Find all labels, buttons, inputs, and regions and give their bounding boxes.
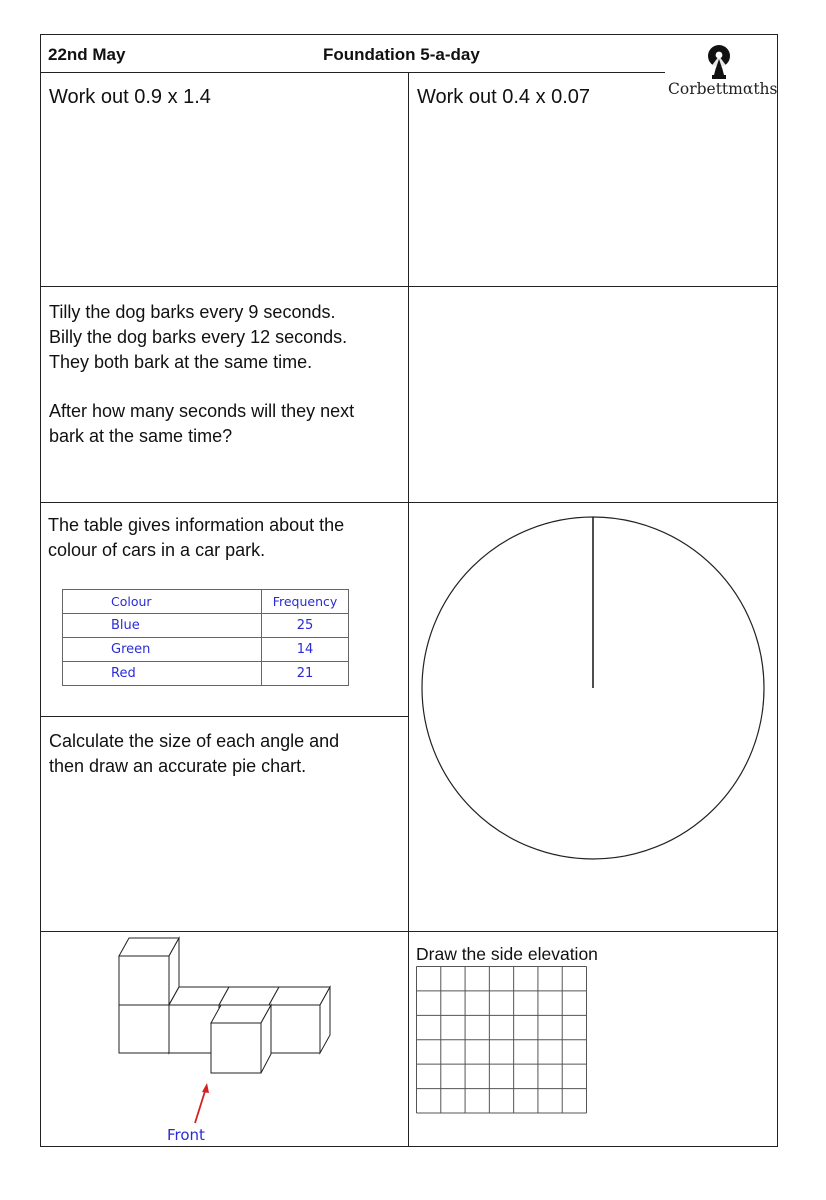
colour-cell: Green (63, 638, 262, 662)
question-3-line: Billy the dog barks every 12 seconds. (49, 327, 348, 347)
frequency-cell: 21 (262, 662, 349, 686)
question-5-prompt: Draw the side elevation (416, 944, 598, 964)
pie-chart-template (410, 504, 770, 864)
question-3-line: They both bark at the same time. (49, 352, 313, 372)
question-1: Work out 0.9 x 1.4 (49, 86, 211, 108)
brand-name: Corbettmαths (668, 80, 778, 98)
question-4-instruction-line: then draw an accurate pie chart. (49, 756, 307, 776)
date-label: 22nd May (48, 45, 126, 64)
cube-front-face (211, 1023, 261, 1073)
cube-front-face (119, 1005, 169, 1053)
question-4-intro-line: colour of cars in a car park. (48, 540, 266, 560)
frame-top (40, 34, 778, 35)
table-row (63, 662, 349, 686)
question-4-instructions (49, 729, 339, 779)
colour-header: Colour (63, 590, 262, 614)
table-header-row (63, 590, 349, 614)
question-3-line: bark at the same time? (49, 426, 233, 446)
question-3-line: Tilly the dog barks every 9 seconds. (49, 302, 336, 322)
cube-top-face (269, 987, 330, 1005)
table-row (63, 638, 349, 662)
corbettmaths-logo-icon (703, 42, 735, 82)
table-row (63, 614, 349, 638)
frequency-cell: 14 (262, 638, 349, 662)
frame-right (777, 34, 778, 1147)
header-underline (40, 72, 665, 73)
frequency-table (62, 589, 349, 686)
front-label: Front (167, 1126, 205, 1144)
question-3 (49, 300, 354, 449)
question-2: Work out 0.4 x 0.07 (417, 86, 591, 108)
cube-front-face (119, 956, 169, 1005)
colour-cell: Red (63, 662, 262, 686)
frequency-cell: 25 (262, 614, 349, 638)
isometric-cubes (110, 930, 350, 1080)
colour-cell: Blue (63, 614, 262, 638)
table-cell-bottom (40, 716, 409, 717)
frame-left (40, 34, 41, 1147)
question-3-line: After how many seconds will they next (49, 401, 355, 421)
cube-front-face (269, 1005, 320, 1053)
question-4-intro-line: The table gives information about the (48, 515, 345, 535)
drawing-grid (416, 966, 591, 1114)
sheet-title: Foundation 5-a-day (323, 45, 480, 64)
front-arrow-icon (192, 1082, 212, 1126)
frequency-header: Frequency (262, 590, 349, 614)
question-4-intro (48, 513, 344, 563)
question-4-instruction-line: Calculate the size of each angle and (49, 731, 340, 751)
